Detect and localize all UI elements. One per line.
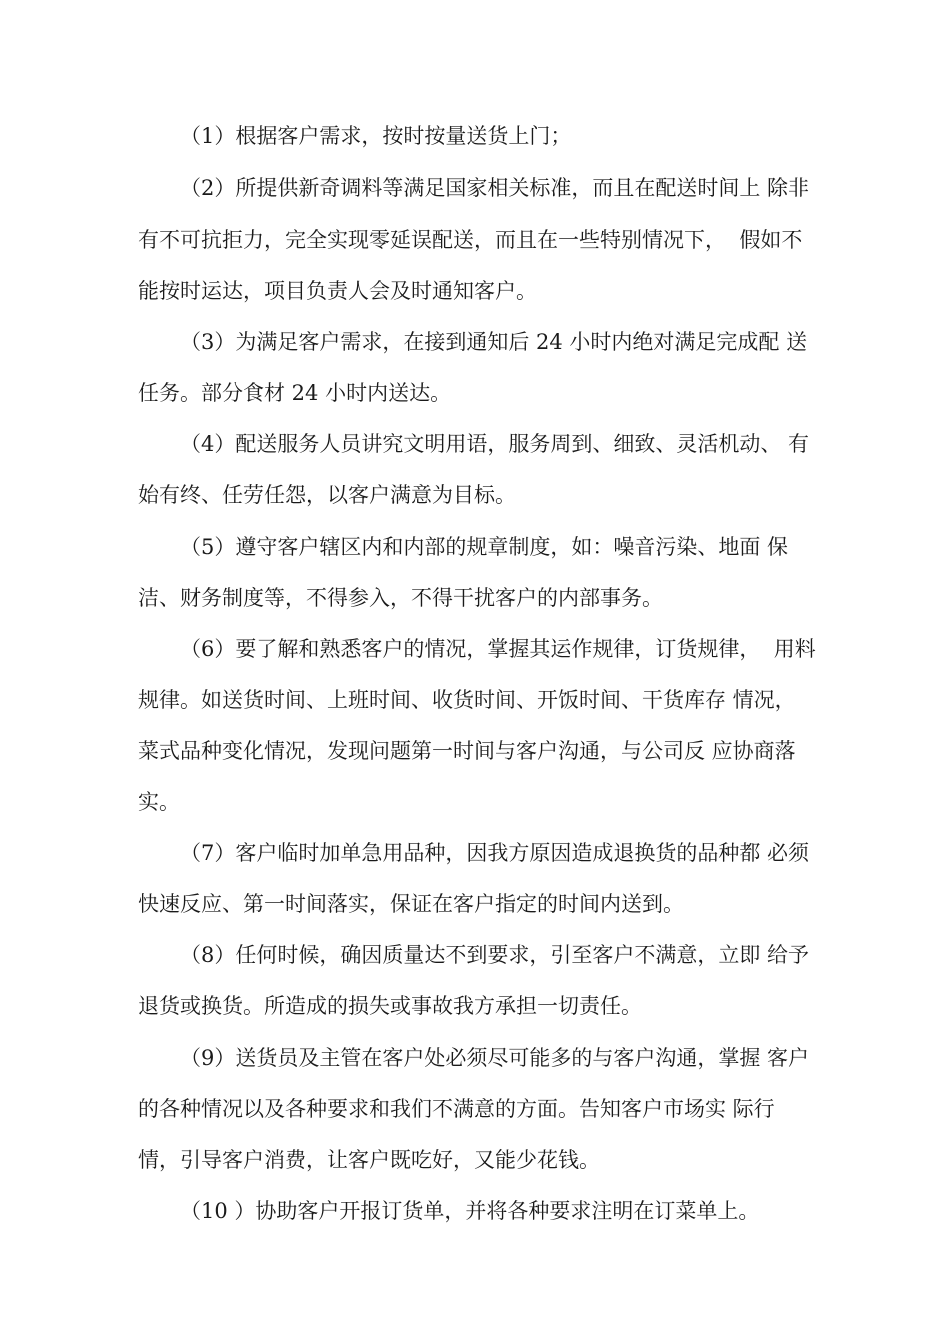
paragraph-10-line-1: （10 ）协助客户开报订货单，并将各种要求注明在订菜单上。 [180, 1199, 760, 1223]
paragraph-9-line-3: 情，引导客户消费，让客户既吃好，又能少花钱。 [138, 1148, 600, 1172]
paragraph-7-line-1: （7）客户临时加单急用品种，因我方原因造成退换货的品种都 必须 [180, 841, 810, 865]
paragraph-2-line-3: 能按时运达，项目负责人会及时通知客户。 [138, 279, 537, 303]
paragraph-3-line-1: （3）为满足客户需求，在接到通知后 24 小时内绝对满足完成配 送 [180, 330, 808, 354]
paragraph-4-line-2: 始有终、任劳任怨，以客户满意为目标。 [138, 483, 516, 507]
paragraph-2-line-1: （2）所提供新奇调料等满足国家相关标准，而且在配送时间上 除非 [180, 176, 810, 200]
paragraph-6-line-3: 菜式品种变化情况，发现问题第一时间与客户沟通，与公司反 应协商落 [138, 739, 796, 763]
paragraph-6-line-4: 实。 [138, 790, 180, 814]
paragraph-3-line-2: 任务。部分食材 24 小时内送达。 [138, 381, 452, 405]
paragraph-6-line-2: 规律。如送货时间、上班时间、收货时间、开饭时间、干货库存 情况， [138, 688, 796, 712]
paragraph-5-line-1: （5）遵守客户辖区内和内部的规章制度，如：噪音污染、地面 保 [180, 535, 789, 559]
paragraph-6-line-1: （6）要了解和熟悉客户的情况，掌握其运作规律，订货规律， 用料 [180, 637, 816, 661]
paragraph-9-line-2: 的各种情况以及各种要求和我们不满意的方面。告知客户市场实 际行 [138, 1097, 775, 1121]
paragraph-1-line-1: （1）根据客户需求，按时按量送货上门； [180, 124, 572, 148]
paragraph-2-line-2: 有不可抗拒力，完全实现零延误配送，而且在一些特别情况下， 假如不 [138, 228, 803, 252]
paragraph-9-line-1: （9）送货员及主管在客户处必须尽可能多的与客户沟通，掌握 客户 [180, 1046, 810, 1070]
paragraph-7-line-2: 快速反应、第一时间落实，保证在客户指定的时间内送到。 [138, 892, 684, 916]
paragraph-8-line-1: （8）任何时候，确因质量达不到要求，引至客户不满意，立即 给予 [180, 943, 810, 967]
paragraph-4-line-1: （4）配送服务人员讲究文明用语，服务周到、细致、灵活机动、 有 [180, 432, 810, 456]
paragraph-8-line-2: 退货或换货。所造成的损失或事故我方承担一切责任。 [138, 994, 642, 1018]
paragraph-5-line-2: 洁、财务制度等，不得参入，不得干扰客户的内部事务。 [138, 586, 663, 610]
